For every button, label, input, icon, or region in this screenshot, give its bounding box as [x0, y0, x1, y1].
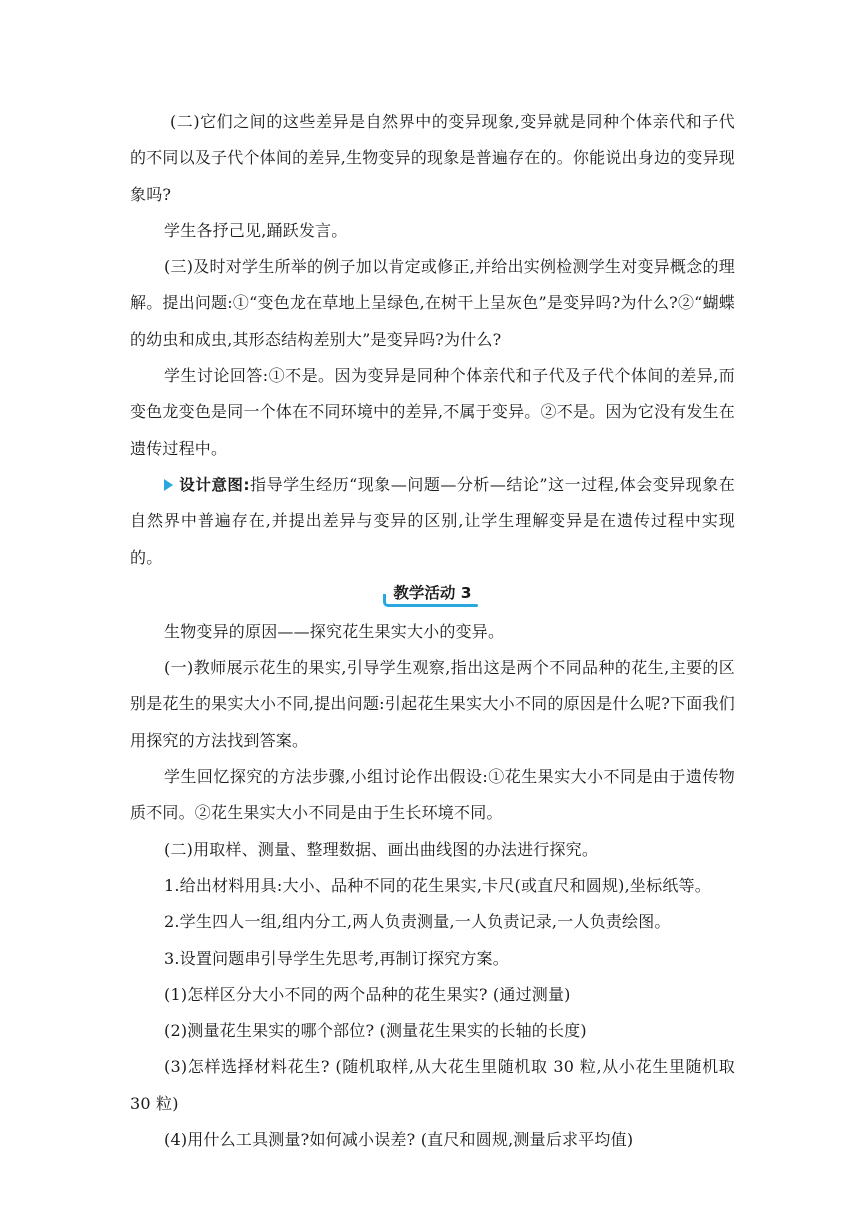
paragraph-question-1: (1)怎样区分大小不同的两个品种的花生果实? (通过测量) [164, 984, 571, 1004]
heading-hook-decoration [383, 594, 392, 607]
paragraph-teacher-demo: (一)教师展示花生的果实,引导学生观察,指出这是两个不同品种的花生,主要的区别是花生的果实大小不同,提出问题:引起花生果实大小不同的原因是什么呢?下面我们用探究的方法找到答案。 [130, 658, 735, 750]
activity-heading-wrapper [130, 578, 735, 612]
paragraph-step-3: 3.设置问题串引导学生先思考,再制订探究方案。 [164, 948, 509, 968]
paragraph-teacher-questions: (三)及时对学生所举的例子加以肯定或修正,并给出实例检测学生对变异概念的理解。提出问题:①“变色龙在草地上呈绿色,在树干上呈灰色”是变异吗?为什么?②“蝴蝶的幼虫和成虫,其形态结构差别大”是变异吗?为什么? [130, 257, 735, 349]
paragraph-variation-definition: (二)它们之间的这些差异是自然界中的变异现象,变异就是同种个体亲代和子代的不同以及子代个体间的差异,生物变异的现象是普遍存在的。你能说出身边的变异现象吗? [130, 112, 735, 204]
design-intent-paragraph [130, 467, 735, 576]
heading-underline [387, 604, 477, 607]
paragraph-activity-topic: 生物变异的原因——探究花生果实大小的变异。 [164, 621, 505, 641]
design-intent-label: 设计意图: [179, 475, 250, 494]
paragraph-question-3: (3)怎样选择材料花生? (随机取样,从大花生里随机取 30 粒,从小花生里随机取 30 粒) [130, 1057, 735, 1113]
paragraph-question-4: (4)用什么工具测量?如何减小误差? (直尺和圆规,测量后求平均值) [164, 1130, 634, 1150]
paragraph-method: (二)用取样、测量、整理数据、画出曲线图的办法进行探究。 [164, 839, 599, 859]
paragraph-student-response: 学生各抒己见,踊跃发言。 [164, 220, 348, 240]
design-intent-text: 指导学生经历“现象—问题—分析—结论”这一过程,体会变异现象在自然界中普遍存在,并提出差异与变异的区别,让学生理解变异是在遗传过程中实现的。 [130, 474, 735, 567]
paragraph-student-answers: 学生讨论回答:①不是。因为变异是同种个体亲代和子代及子代个体间的差异,而变色龙变色是同一个体在不同环境中的差异,不属于变异。②不是。因为它没有发生在遗传过程中。 [130, 366, 735, 458]
paragraph-step-1: 1.给出材料用具:大小、品种不同的花生果实,卡尺(或直尺和圆规),坐标纸等。 [164, 875, 711, 895]
paragraph-question-2: (2)测量花生果实的哪个部位? (测量花生果实的长轴的长度) [164, 1021, 587, 1041]
paragraph-hypothesis: 学生回忆探究的方法步骤,小组讨论作出假设:①花生果实大小不同是由于遗传物质不同。②花生果实大小不同是由于生长环境不同。 [130, 767, 735, 823]
activity-heading [387, 578, 477, 608]
triangle-right-icon [164, 479, 173, 491]
page-content [130, 104, 735, 1158]
paragraph-step-2: 2.学生四人一组,组内分工,两人负责测量,一人负责记录,一人负责绘图。 [164, 912, 671, 932]
activity-heading-text: 教学活动 3 [393, 583, 472, 602]
